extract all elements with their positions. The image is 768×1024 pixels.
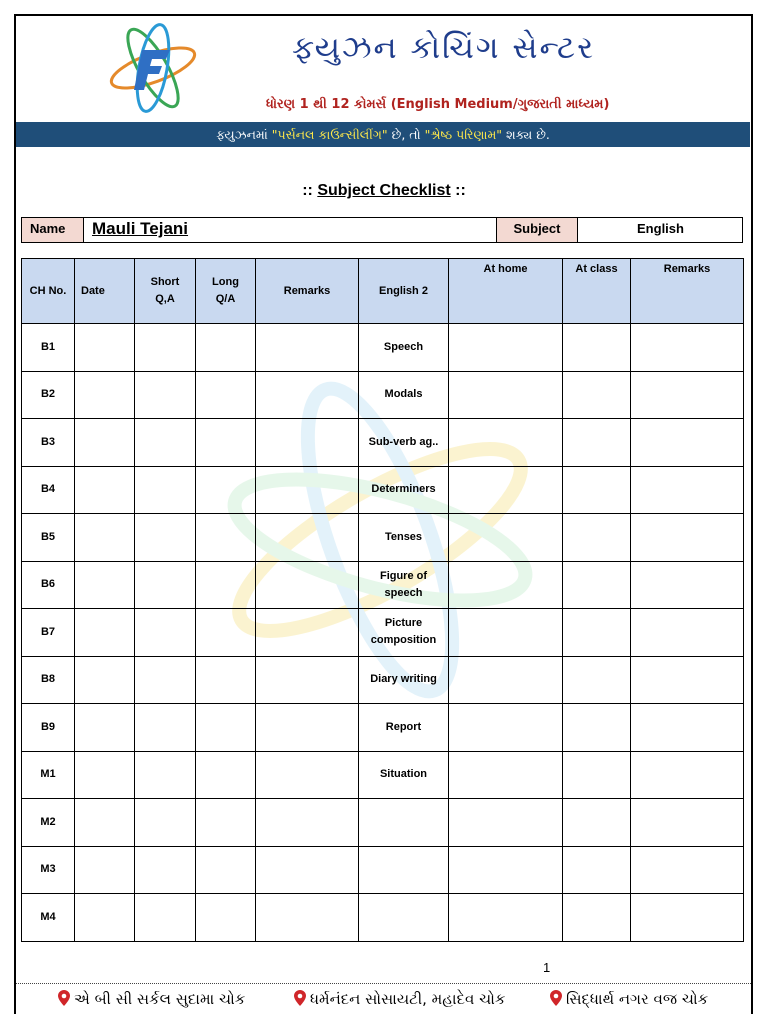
long-qa-cell[interactable] (196, 466, 256, 514)
at-class-cell[interactable] (563, 371, 631, 419)
topic-line-2: speech (384, 586, 423, 599)
remarks-cell[interactable] (256, 324, 359, 372)
long-qa-cell[interactable] (196, 324, 256, 372)
heading-text: Subject Checklist (317, 182, 451, 199)
topic-cell (359, 656, 449, 704)
table-row (22, 561, 744, 609)
topic-line-1: Modals (384, 388, 423, 401)
heading-suffix: :: (450, 182, 466, 199)
topic-line-1: Determiners (371, 483, 436, 496)
subject-label: Subject (497, 218, 578, 242)
date-cell[interactable] (75, 514, 135, 562)
table-row (22, 371, 744, 419)
chapter-cell: B4 (22, 466, 75, 514)
at-home-cell[interactable] (449, 704, 563, 752)
long-qa-cell[interactable] (196, 609, 256, 657)
checklist-table (21, 258, 744, 942)
long-qa-cell[interactable] (196, 371, 256, 419)
header-long-qa (196, 259, 256, 324)
topic-cell (359, 704, 449, 752)
fusion-logo-icon (104, 22, 202, 114)
at-class-cell[interactable] (563, 466, 631, 514)
short-qa-cell[interactable] (135, 324, 196, 372)
table-row (22, 656, 744, 704)
at-home-cell[interactable] (449, 371, 563, 419)
at-home-cell[interactable] (449, 894, 563, 942)
topic-cell (359, 609, 449, 657)
remarks-cell[interactable] (256, 609, 359, 657)
location-pin-icon (58, 990, 70, 1006)
at-class-cell[interactable] (563, 799, 631, 847)
short-qa-cell[interactable] (135, 514, 196, 562)
chapter-cell: M4 (22, 894, 75, 942)
tagline-banner (16, 122, 750, 147)
topic-cell (359, 324, 449, 372)
table-row (22, 846, 744, 894)
short-qa-cell[interactable] (135, 561, 196, 609)
remarks-cell[interactable] (256, 371, 359, 419)
short-qa-cell[interactable] (135, 419, 196, 467)
short-qa-cell[interactable] (135, 799, 196, 847)
topic-line-1: Sub-verb ag.. (368, 435, 439, 448)
date-cell[interactable] (75, 609, 135, 657)
banner-highlight-1: "પર્સનલ કાઉન્સીલીંગ" (271, 127, 388, 142)
address-1-text: એ બી સી સર્કલ સુદામા ચોક (74, 990, 246, 1008)
remarks-2-cell[interactable] (631, 846, 744, 894)
topic-cell (359, 751, 449, 799)
at-class-cell[interactable] (563, 514, 631, 562)
header-short-qa-line2: Q,A (155, 293, 175, 305)
long-qa-cell[interactable] (196, 846, 256, 894)
header-english2: English 2 (359, 259, 449, 324)
location-pin-icon (294, 990, 306, 1006)
topic-line-1: Report (385, 720, 422, 733)
topic-cell (359, 799, 449, 847)
long-qa-cell[interactable] (196, 704, 256, 752)
header-date: Date (75, 259, 135, 324)
date-cell[interactable] (75, 656, 135, 704)
student-info-bar (21, 217, 743, 243)
remarks-2-cell[interactable] (631, 751, 744, 799)
topic-line-1: Figure of (379, 569, 428, 582)
chapter-cell: M2 (22, 799, 75, 847)
at-home-cell[interactable] (449, 846, 563, 894)
at-class-cell[interactable] (563, 561, 631, 609)
at-home-cell[interactable] (449, 609, 563, 657)
date-cell[interactable] (75, 419, 135, 467)
remarks-cell[interactable] (256, 751, 359, 799)
at-class-cell[interactable] (563, 324, 631, 372)
long-qa-cell[interactable] (196, 751, 256, 799)
long-qa-cell[interactable] (196, 514, 256, 562)
table-header-row (22, 259, 744, 324)
at-home-cell[interactable] (449, 419, 563, 467)
center-subtitle: ધોરણ 1 થી 12 કોમર્સ (English Medium/ગુજરાતી માધ્યમ) (266, 97, 610, 112)
subject-value: English (637, 221, 684, 236)
table-row (22, 704, 744, 752)
topic-cell (359, 419, 449, 467)
chapter-cell: B6 (22, 561, 75, 609)
chapter-cell: M1 (22, 751, 75, 799)
date-cell[interactable] (75, 371, 135, 419)
date-cell[interactable] (75, 561, 135, 609)
footer-addresses (16, 990, 751, 1020)
date-cell[interactable] (75, 751, 135, 799)
short-qa-cell[interactable] (135, 704, 196, 752)
topic-cell (359, 371, 449, 419)
short-qa-cell[interactable] (135, 751, 196, 799)
table-row (22, 419, 744, 467)
table-row (22, 799, 744, 847)
address-1 (58, 990, 245, 1008)
date-cell[interactable] (75, 704, 135, 752)
header-remarks-2: Remarks (631, 259, 744, 324)
long-qa-cell[interactable] (196, 799, 256, 847)
remarks-cell[interactable] (256, 466, 359, 514)
checklist-heading (0, 182, 768, 200)
header-long-qa-line1: Long (212, 276, 239, 288)
topic-line-1: Tenses (384, 530, 423, 543)
date-cell[interactable] (75, 324, 135, 372)
topic-cell (359, 561, 449, 609)
chapter-cell: B7 (22, 609, 75, 657)
remarks-2-cell[interactable] (631, 419, 744, 467)
table-row (22, 324, 744, 372)
remarks-cell[interactable] (256, 561, 359, 609)
location-pin-icon (550, 990, 562, 1006)
banner-prefix: ફ્યુઝનમાં (216, 127, 272, 142)
long-qa-cell[interactable] (196, 419, 256, 467)
chapter-cell: B1 (22, 324, 75, 372)
long-qa-cell[interactable] (196, 894, 256, 942)
chapter-cell: B8 (22, 656, 75, 704)
address-3 (550, 990, 708, 1008)
remarks-cell[interactable] (256, 419, 359, 467)
topic-line-1: Speech (383, 340, 424, 353)
at-class-cell[interactable] (563, 419, 631, 467)
name-label: Name (22, 218, 84, 242)
table-row (22, 894, 744, 942)
remarks-2-cell[interactable] (631, 514, 744, 562)
remarks-cell[interactable] (256, 704, 359, 752)
chapter-cell: B2 (22, 371, 75, 419)
short-qa-cell[interactable] (135, 609, 196, 657)
at-home-cell[interactable] (449, 561, 563, 609)
at-class-cell[interactable] (563, 609, 631, 657)
short-qa-cell[interactable] (135, 371, 196, 419)
short-qa-cell[interactable] (135, 466, 196, 514)
remarks-cell[interactable] (256, 799, 359, 847)
short-qa-cell[interactable] (135, 894, 196, 942)
remarks-cell[interactable] (256, 514, 359, 562)
topic-cell (359, 894, 449, 942)
remarks-cell[interactable] (256, 656, 359, 704)
topic-line-1: Picture (384, 617, 423, 630)
header-at-class: At class (563, 259, 631, 324)
at-home-cell[interactable] (449, 656, 563, 704)
remarks-2-cell[interactable] (631, 324, 744, 372)
at-home-cell[interactable] (449, 751, 563, 799)
chapter-cell: B9 (22, 704, 75, 752)
at-class-cell[interactable] (563, 656, 631, 704)
header-ch-no: CH No. (22, 259, 75, 324)
remarks-2-cell[interactable] (631, 704, 744, 752)
topic-cell (359, 514, 449, 562)
remarks-2-cell[interactable] (631, 561, 744, 609)
remarks-2-cell[interactable] (631, 466, 744, 514)
page-number: 1 (543, 960, 551, 975)
center-title: ફ્યુઝન કોચિંગ સેન્ટર (292, 30, 596, 66)
banner-highlight-2: "શ્રેષ્ઠ પરિણામ" (424, 127, 503, 142)
heading-prefix: :: (302, 182, 318, 199)
at-home-cell[interactable] (449, 324, 563, 372)
remarks-2-cell[interactable] (631, 799, 744, 847)
address-2-text: ધર્મનંદન સોસાયટી, મહાદેવ ચોક (310, 990, 506, 1008)
chapter-cell: B5 (22, 514, 75, 562)
short-qa-cell[interactable] (135, 656, 196, 704)
date-cell[interactable] (75, 894, 135, 942)
header-short-qa (135, 259, 196, 324)
topic-line-1: Diary writing (370, 673, 437, 686)
chapter-cell: M3 (22, 846, 75, 894)
student-name: Mauli Tejani (92, 219, 189, 238)
header-long-qa-line2: Q/A (215, 293, 236, 305)
chapter-cell: B3 (22, 419, 75, 467)
at-class-cell[interactable] (563, 751, 631, 799)
at-class-cell[interactable] (563, 704, 631, 752)
remarks-2-cell[interactable] (631, 656, 744, 704)
topic-line-1: Situation (379, 768, 428, 781)
table-row (22, 514, 744, 562)
table-row (22, 466, 744, 514)
address-3-text: સિદ્ધાર્થ નગર વજ ચોક (566, 990, 709, 1008)
short-qa-cell[interactable] (135, 846, 196, 894)
long-qa-cell[interactable] (196, 561, 256, 609)
long-qa-cell[interactable] (196, 656, 256, 704)
footer-divider (16, 983, 751, 984)
date-cell[interactable] (75, 799, 135, 847)
at-home-cell[interactable] (449, 466, 563, 514)
topic-line-2: composition (370, 634, 437, 647)
at-class-cell[interactable] (563, 894, 631, 942)
remarks-2-cell[interactable] (631, 894, 744, 942)
at-home-cell[interactable] (449, 514, 563, 562)
remarks-2-cell[interactable] (631, 609, 744, 657)
remarks-cell[interactable] (256, 846, 359, 894)
date-cell[interactable] (75, 846, 135, 894)
table-row (22, 751, 744, 799)
remarks-2-cell[interactable] (631, 371, 744, 419)
header-remarks: Remarks (256, 259, 359, 324)
address-2 (294, 990, 505, 1008)
banner-mid: છે, તો (387, 127, 425, 142)
student-name-cell (84, 218, 497, 242)
header-short-qa-line1: Short (150, 276, 180, 288)
table-row (22, 609, 744, 657)
banner-suffix: શક્ય છે. (502, 127, 550, 142)
date-cell[interactable] (75, 466, 135, 514)
header-at-home: At home (449, 259, 563, 324)
remarks-cell[interactable] (256, 894, 359, 942)
at-home-cell[interactable] (449, 799, 563, 847)
topic-cell (359, 846, 449, 894)
at-class-cell[interactable] (563, 846, 631, 894)
topic-cell (359, 466, 449, 514)
